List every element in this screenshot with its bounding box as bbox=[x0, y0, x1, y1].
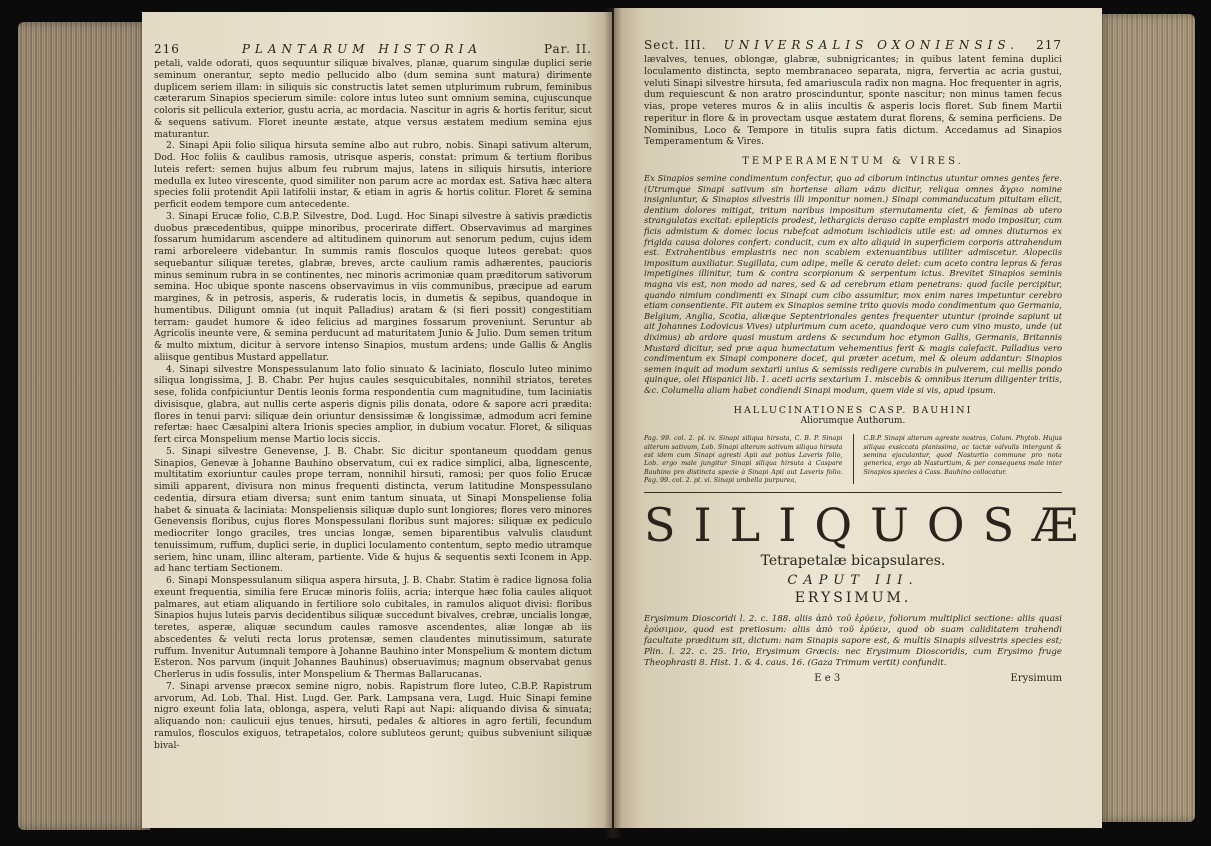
paragraph: petali, valde odorati, quos sequuntur siliquæ bivalves, planæ, quarum singulæ duplici serie seminum onerantur, septo medio pellucido albo (dum semina sunt matura) dirimente duplicem seriem illam: in siliquis sic constructis latet semen utplurimum rubrum, feminibus cæterarum Sinapios specierum simile: colore intus luteo sunt omnium semina, cujuscunque coloris sit pellicula exterior, gustu acria, ac mordacia. Nascitur in agris & hortis feritur, sicut & sequens sativum. Floret ineunte æstate, atque versus æstatem medium semina ejus maturantur. bbox=[154, 58, 592, 140]
paragraph: 7. Sinapi arvense præcox semine nigro, nobis. Rapistrum flore luteo, C.B.P. Rapistrum arvorum, Ad. Lob. Thal. Hist. Lugd. Ger. Park. Lampsana vera, Lugd. Huic Sinapi femine nigro exeunt folia lata, oblonga, aspera, veluti Rapi aut Napi: aliquando divisa & sinuata; aliquando non: caulicuii ejus tenues, hirsuti, pedales & altiores in agro fertili, fecundum ramulos, flosculos exiguos, tetrapetalos, colore subluteos gerunt; quibus subveniunt siliquæ bival- bbox=[154, 680, 592, 751]
left-page bbox=[142, 12, 612, 828]
hallucinationes-columns bbox=[644, 434, 1062, 484]
page-footer bbox=[644, 673, 1062, 684]
tetrapetalae-subtitle: Tetrapetalæ bicapsulares. bbox=[760, 553, 946, 570]
paragraph: 6. Sinapi Monspessulanum siliqua aspera hirsuta, J. B. Chabr. Statim è radice lignosa folia exeunt frequentia, similia fere Erucæ minoris foliis, acria; interque hæc folia caules aliquot palmares, aut etiam aliquando in fertiliore solo cubitales, in ramulos aliquot divisi: floribus Sinapios hujus luteis parvis decidentibus siliquæ succedunt bivalves, crebræ, uncialis longæ, teretes, asperæ, aliquæ secundum caules ramosve ascendentes, aliæ longæ ab iis abscedentes & veluti recta lorus protensæ, semen claudentes minutissimum, saturate ruffum. Invenitur Autumnali tempore à Johanne Bauhino inter Monspelium & montem dictum Esteron. Nos parvum (inquit Johannes Bauhinus) obseruavimus; magnum observabat genus Cherlerus in udis fossulis, inter Monspelium & Thermas Ballarucanas. bbox=[154, 575, 592, 680]
paragraph: 2. Sinapi Apii folio siliqua hirsuta semine albo aut rubro, nobis. Sinapi sativum alterum, Dod. Hoc foliis & caulibus ramosis, utrisque asperis, constat: primum & tertium floribus luteis refert: semen hujus album feu rubrum majus, latens in siliquis hirsutis, interiore medulla ex luteo virescente, quod similiter non parum acre ac mordax est. Sativa hæc altera species folii protendit Apii latifolii instar, & etiam in agris & hortis colitur. Floret & semina perficit eodem tempore cum antecedente. bbox=[154, 140, 592, 210]
hallucinationes-heading: HALLUCINATIONES CASP. BAUHINI bbox=[733, 405, 973, 417]
left-page-number: 216 bbox=[154, 42, 180, 56]
left-running-title: PLANTARUM HISTORIA bbox=[241, 42, 483, 56]
right-page-edges bbox=[1099, 14, 1195, 822]
hallucinationes-column-1: Pag. 99. col. 2. pl. iv. Sinapi siliqua hirsuta, C. B. P. Sinapi alterum sativum, Lob. Sinapi alterum sativum siliqua hirsuta est idem cum Sinapi agresti Apii aut potius Laveris folio, Lob. ergo male jungitur Sinapi siliqua hirsuta à Caspare Bauhino pro distincta specie à Sinapi Apii aut Laveris folio. Pag. 99. col. 2. pl. vi. Sinapi umbella purpurea, bbox=[644, 434, 843, 484]
right-section-label: Sect. III. bbox=[644, 38, 707, 52]
right-page-number: 217 bbox=[1036, 38, 1062, 52]
paragraph: 3. Sinapi Erucæ folio, C.B.P. Silvestre, Dod. Lugd. Hoc Sinapi silvestre à sativis prædictis duobus præcedentibus, quippe minoribus, procerirate differt. Observavimus ad margines fossarum humidarum ascendere ad altitudinem quinorum aut senorum pedum, cujus idem rami arboreleere videbantur. In summis ramis flosculos quoque luteos gerebat: quos sequebantur siliquæ teretes, glabræ, breves, arcte caulium ramis adhærentes, paucioris minus seminum rubra in se continentes, nec minoris acrimoniæ quam præditorum sativorum semina. Hoc ubique sponte nascens observavimus in viis communibus, præcipue ad earum margines, & in petrosis, asperis, & ruderatis locis, in dumetis & sepibus, quandoque in humentibus. Diligunt omnia (ut inquit Palladius) aratam & (si fieri possit) congestitiam terram: gaudet humore & ideo felicius ad margines fossarum proveniunt. Seruntur ab Agricolis ineunte vere, & semina perducunt ad maturitatem Junio & Julio. Dum semen tritum & multo mixtum, dicitur à servore intenso Sinapios, mustum ardens; unde Gallis & Anglis aliisque gentibus Mustard appellatur. bbox=[154, 210, 592, 363]
paragraph: 4. Sinapi silvestre Monspessulanum lato folio sinuato & laciniato, flosculo luteo minimo siliqua longissima, J. B. Chabr. Per hujus caules sesquicubitales, nonnihil striatos, teretes sese, folida confpiciuntur Dentis leonis forma respondentia cum magnitudine, tum laciniatis divisisque, glabra, aut nullis certe asperis dignis pilis donata, odore & sapore acri prædita: flores in tenui parvi: siliquæ dein oriuntur densissimæ & longissimæ, admodum acri femine refertæ: haec Cæsalpini altera Irionis species amplior, in dubium vocatur. Floret, & siliquas fert circa Monspelium mense Martio locis siccis. bbox=[154, 363, 592, 445]
right-page bbox=[614, 8, 1102, 828]
right-running-head bbox=[644, 38, 1062, 52]
right-running-title: UNIVERSALIS OXONIENSIS. bbox=[723, 38, 1019, 52]
caput-heading: CAPUT III. bbox=[787, 573, 919, 589]
book-gutter bbox=[604, 8, 622, 838]
signature-mark: E e 3 bbox=[814, 673, 841, 685]
left-part-label: Par. II. bbox=[543, 42, 592, 56]
siliquosae-title: SILIQUOSÆ bbox=[644, 498, 1097, 553]
hallucinationes-subheading: Aliorumque Authorum. bbox=[800, 416, 906, 427]
temperamentum-text: Ex Sinapios semine condimentum confectur, quo ad ciborum intinctus utuntur omnes gentes fere. (Utrumque Sinapi sativum sin hortense aliam νάπυ dicitur, reliqua omnes ἄγριο nomine insigniuntur, & Sinapios silvestris illi imponitur nomen.) Sinapi commanducatum pituitam elicit, dentium dolores mitigat, tritum naribus impositum sternutamenta ciet, & feminas ab utero strangulatas excitat: epilepticis prodest, lethargicis deraso capite emplastri modo impositur, cum ficis admistum & domec locus rubefcat admotum ischiadicis utile est: ad omnes diuturnos ex frigida causa dolores confert: conducit, cum ex alto aliquid in superficiem corporis attrahendum est. Extrahentibus emplastris nec non scabiem extenuantibus utiliter admiscetur. Alopeciis impositum auxiliatur. Sugillata, cum adipe, melle & cerato delet: cum aceto contra lepras & feras impetigines illinitur, tum & contra scorpionum & serpentum ictus. Brevitet Sinapios seminis magna vis est, non modo ad nares, sed & ad cerebrum etiam penetrans: quod facile percipitur, quando nimium condimenti ex Sinapi cum cibo assumitur, mox enim nares impetuntur cerebro etiam consentiente. Fit autem ex Sinapios semine trito quovis modo condimentum quo Germania, Belgium, Anglia, Scotia, aliæque Septentrionales gentes frequenter utuntur (proinde sapiunt ut ait Johannes Lodovicus Vives) utplurimum cum aceto, quandoque vero cum vino musto, unde (ut diximus) ab ardore quasi mustum ardens & secundum hoc etymon Gallis, Germanis, Britannis Mustard dicitur, sed præ aqua humectatum vehementius ferit & magis calefacit. Palladius vero condimentum ex Sinapi componere docet, qui præter acetum, mel & oleum addantur: Sinapios semen inquit ad modum sextarii unius & semissis redigere curabis in pulverem, cui mellis pondo quinque, olei Hispanici lib. 1. aceti acris sextarium 1. miscebis & omnibus iterum diligenter tritis, &c. Columella aliam habet condiendi Sinapi modum, quem vide si vis, apud ipsum. bbox=[644, 173, 1062, 395]
hallucinationes-column-2: C.B.P. Sinapi alterum agreste nostras, Colum. Phytob. Hujus siliqua exsiccata planissima, ac tactæ valvulis intergunt & semina ejaculantur, quod Nasturtio commune pro nota generica, ergo ab Nasturtium, & per consequens male inter Sinapios species à Cass. Bauhino collocatur. bbox=[863, 434, 1062, 476]
paragraph: 5. Sinapi silvestre Genevense, J. B. Chabr. Sic dicitur spontaneum quoddam genus Sinapios, Genevæ à Johanne Bauhino observatum, cui ex radice simplici, alba, lignescente, multitatim exoriuntur caules prope terram, nonnihil hirsuti, ramosi; per quos folio Erucæ simili apparent, divisura non minus frequenti distincta, verum latitudine Monspessulano cedentia, dirsura etiam diversa; sunt enim tantum sinuata, ut Sinapi Monspeliense folia habet & sinuata & laciniata: Monspeliensis siliquæ duplo sunt longiores; flores vero minores Genevensis floribus, cujus flores Monspessulani floribus sunt majores: siliquæ ex pediculo mediocriter longo graciles, tres uncias longæ, semen biparentibus valvulis claudunt tenuissimum, ruffum, duplici serie, in duplici loculamento contentum, septo medio utramque seriem, hinc unam, illinc alteram, partiente. Vide & hujus & sequentis sexti Iconem in App. ad hanc tertiam Sectionem. bbox=[154, 445, 592, 575]
left-body-text bbox=[154, 58, 592, 751]
open-book bbox=[8, 8, 1203, 838]
erysimum-text: Erysimum Dioscoridi l. 2. c. 188. aliis ἀπὸ τοῦ ἐρύειν, foliorum multiplici sectione: aliis quasi ἐρύσιμον, quod est pretiosum: aliis ἀπὸ τοῦ ἐρύειν, quod ob suam caliditatem trahendi facultate præditum sit, dictum: nam Sinapis sapore est, & multis Sinapis silvestris species est; Plin. l. 22. c. 25. Irio, Erysimum Græcis: nec Erysimum Dioscoridis, cum Erysimo fruge Theophrasti 8. Hist. 1. & 4. caus. 16. (Gaza Trimum vertit) confundit. bbox=[644, 614, 1062, 669]
erysimum-heading: ERYSIMUM. bbox=[794, 590, 912, 607]
right-intro-text: lævalves, tenues, oblongæ, glabræ, subnigricantes; in quibus latent femina duplici loculamento distincta, septo membranaceo separata, nigra, fervertia ac acria gustui, veluti Sinapi silvestre hirsuta, fed amariuscula radix non magna. Hoc frequenter in agris, dum requiescunt & non aratro proscinduntur, sponte nascitur; non minus tamen fecus vias, prope veteres muros & in aliis incultis & asperis locis floret. Sub finem Martii reperitur in flore & in provectam usque æstatem durat florens, & semina perficiens. De Nominibus, Loco & Tempore in titulis supra fatis dictum. Accedamus ad Sinapios Temperamentum & Vires. bbox=[644, 54, 1062, 148]
left-running-head bbox=[154, 42, 592, 56]
temperamentum-heading: TEMPERAMENTUM & VIRES. bbox=[742, 156, 964, 167]
horizontal-rule bbox=[644, 492, 1062, 493]
left-page-edges bbox=[18, 22, 150, 830]
catchword: Erysimum bbox=[1010, 673, 1062, 685]
column-divider bbox=[853, 434, 854, 484]
